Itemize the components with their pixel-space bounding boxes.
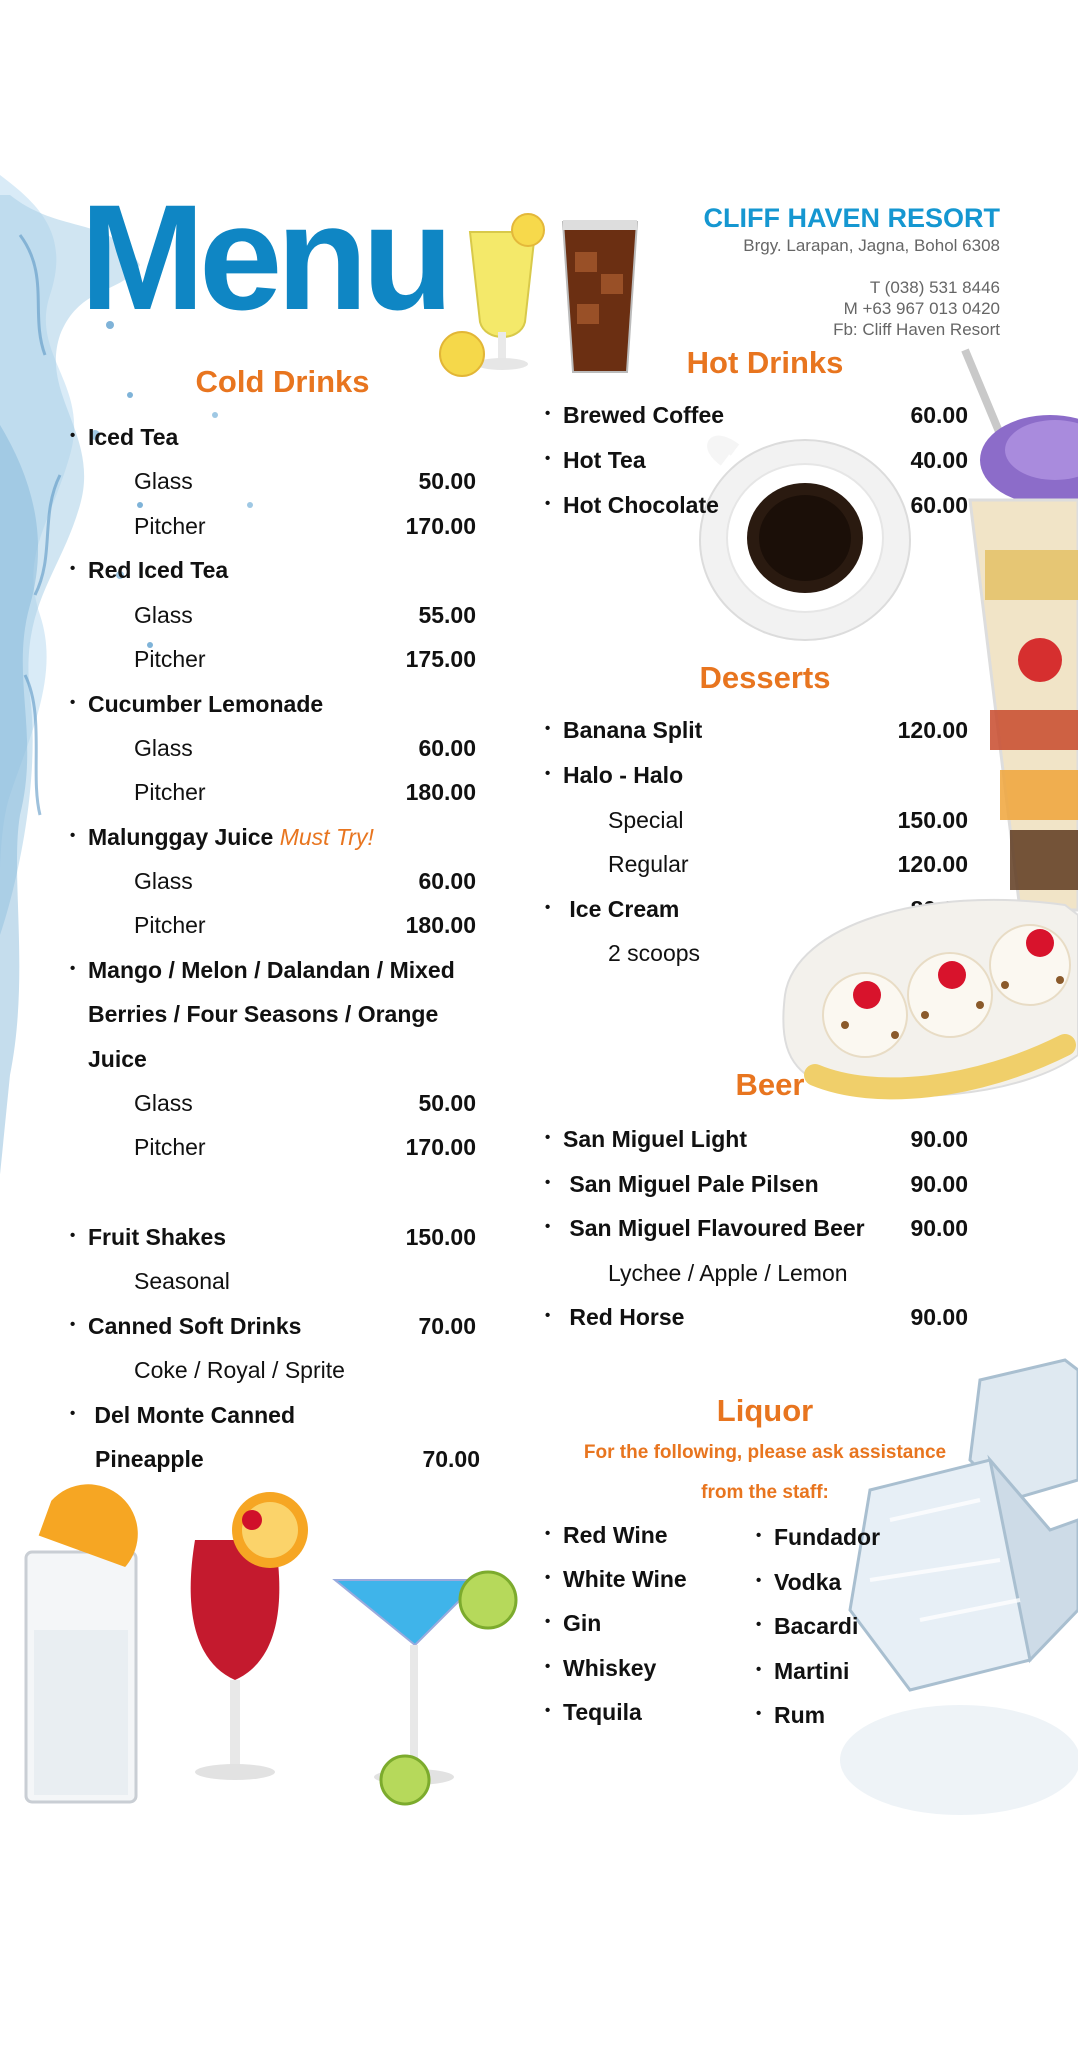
hot-drinks-title: Hot Drinks (686, 345, 844, 380)
menu-item-brewed-coffee: • Brewed Coffee (545, 402, 725, 428)
halo-halo-image (960, 350, 1078, 910)
hot-tea-price: 40.00 (910, 447, 968, 473)
liquor-item-vodka: • Vodka (756, 1569, 842, 1595)
malunggay-glass-label: Glass (134, 868, 193, 894)
liquor-item-martini: • Martini (756, 1658, 850, 1684)
resort-mobile: M +63 967 013 0420 (843, 299, 1000, 318)
liquor-item-tequila: • Tequila (545, 1699, 642, 1725)
red-iced-tea-pitcher-price: 175.00 (405, 646, 476, 672)
mixed-juice-glass-price: 50.00 (418, 1090, 476, 1116)
flavoured-beer-price: 90.00 (910, 1215, 968, 1241)
resort-telephone: T (038) 531 8446 (869, 278, 1000, 297)
cold-drinks-title: Cold Drinks (195, 364, 370, 399)
halo-halo-regular-price: 120.00 (897, 851, 968, 877)
red-iced-tea-glass-price: 55.00 (418, 602, 476, 628)
canned-soft-drinks-price: 70.00 (418, 1313, 476, 1339)
iced-cola-glass-image (555, 212, 645, 377)
menu-item-halo-halo: • Halo - Halo (545, 762, 684, 788)
liquor-item-whiskey: • Whiskey (545, 1655, 657, 1681)
malunggay-glass-price: 60.00 (418, 868, 476, 894)
liquor-item-red-wine: • Red Wine (545, 1522, 668, 1548)
resort-name: CLIFF HAVEN RESORT (703, 203, 1000, 233)
liquor-item-fundador: • Fundador (756, 1524, 881, 1550)
ice-cream-note: 2 scoops (608, 940, 701, 966)
cucumber-lemonade-pitcher-price: 180.00 (405, 779, 476, 805)
canned-soft-drinks-note: Coke / Royal / Sprite (134, 1357, 345, 1383)
menu-item-canned-soft-drinks: • Canned Soft Drinks (70, 1313, 302, 1339)
mixed-juice-pitcher-price: 170.00 (405, 1134, 476, 1160)
menu-item-red-horse: • Red Horse (545, 1304, 685, 1330)
halo-halo-regular-label: Regular (608, 851, 689, 877)
menu-item-hot-chocolate: • Hot Chocolate (545, 492, 719, 518)
mixed-juice-glass-label: Glass (134, 1090, 193, 1116)
menu-item-fruit-shakes: • Fruit Shakes (70, 1224, 227, 1250)
flavoured-beer-note: Lychee / Apple / Lemon (608, 1260, 848, 1286)
san-miguel-light-price: 90.00 (910, 1126, 968, 1152)
menu-item-iced-tea: • Iced Tea (70, 424, 179, 450)
del-monte-line2: Pineapple (95, 1446, 204, 1472)
liquor-note-line1: For the following, please ask assistance (583, 1442, 947, 1463)
mixed-juice-pitcher-label: Pitcher (134, 1134, 206, 1160)
beer-title: Beer (735, 1067, 805, 1102)
halo-halo-special-price: 150.00 (897, 807, 968, 833)
menu-item-mixed-juice: • Mango / Melon / Dalandan / Mixed (70, 957, 455, 983)
liquor-item-rum: • Rum (756, 1702, 826, 1728)
menu-item-cucumber-lemonade: • Cucumber Lemonade (70, 691, 324, 717)
menu-item-hot-tea: • Hot Tea (545, 447, 646, 473)
resort-address: Brgy. Larapan, Jagna, Bohol 6308 (743, 236, 1000, 255)
menu-item-red-iced-tea: • Red Iced Tea (70, 557, 229, 583)
liquor-item-white-wine: • White Wine (545, 1566, 687, 1592)
must-try-note: Must Try! (279, 824, 374, 850)
menu-item-pale-pilsen: • San Miguel Pale Pilsen (545, 1171, 819, 1197)
mixed-juice-line3: Juice (88, 1046, 147, 1072)
halo-halo-special-label: Special (608, 807, 684, 833)
liquor-note-line2: from the staff: (701, 1482, 829, 1503)
desserts-title: Desserts (699, 660, 831, 695)
menu-item-del-monte: • Del Monte Canned (70, 1402, 296, 1428)
red-horse-price: 90.00 (910, 1304, 968, 1330)
iced-tea-glass-label: Glass (134, 468, 193, 494)
red-iced-tea-glass-label: Glass (134, 602, 193, 628)
red-iced-tea-pitcher-label: Pitcher (134, 646, 206, 672)
mixed-juice-line2: Berries / Four Seasons / Orange (88, 1001, 439, 1027)
banana-split-price: 120.00 (897, 717, 968, 743)
cucumber-lemonade-glass-label: Glass (134, 735, 193, 761)
pale-pilsen-price: 90.00 (910, 1171, 968, 1197)
liquor-item-bacardi: • Bacardi (756, 1613, 859, 1639)
menu-title: Menu (80, 173, 448, 341)
menu-item-ice-cream: • Ice Cream (545, 896, 680, 922)
liquor-item-gin: • Gin (545, 1610, 602, 1636)
menu-item-malunggay-juice: • Malunggay Juice Must Try! (70, 824, 374, 850)
liquor-title: Liquor (716, 1393, 814, 1428)
lemonade-glass-image (440, 212, 550, 382)
resort-facebook: Fb: Cliff Haven Resort (833, 320, 1000, 339)
iced-tea-pitcher-label: Pitcher (134, 513, 206, 539)
iced-tea-glass-price: 50.00 (418, 468, 476, 494)
menu-item-banana-split: • Banana Split (545, 717, 703, 743)
malunggay-pitcher-label: Pitcher (134, 912, 206, 938)
malunggay-pitcher-price: 180.00 (405, 912, 476, 938)
ice-cubes-image (830, 1360, 1078, 1830)
cucumber-lemonade-glass-price: 60.00 (418, 735, 476, 761)
cucumber-lemonade-pitcher-label: Pitcher (134, 779, 206, 805)
brewed-coffee-price: 60.00 (910, 402, 968, 428)
iced-tea-pitcher-price: 170.00 (405, 513, 476, 539)
menu-item-flavoured-beer: • San Miguel Flavoured Beer (545, 1215, 865, 1241)
fruit-shakes-note: Seasonal (134, 1268, 230, 1294)
cocktails-image (20, 1480, 530, 1820)
del-monte-price: 70.00 (422, 1446, 480, 1472)
menu-item-san-miguel-light: • San Miguel Light (545, 1126, 747, 1152)
fruit-shakes-price: 150.00 (405, 1224, 476, 1250)
hot-chocolate-price: 60.00 (910, 492, 968, 518)
